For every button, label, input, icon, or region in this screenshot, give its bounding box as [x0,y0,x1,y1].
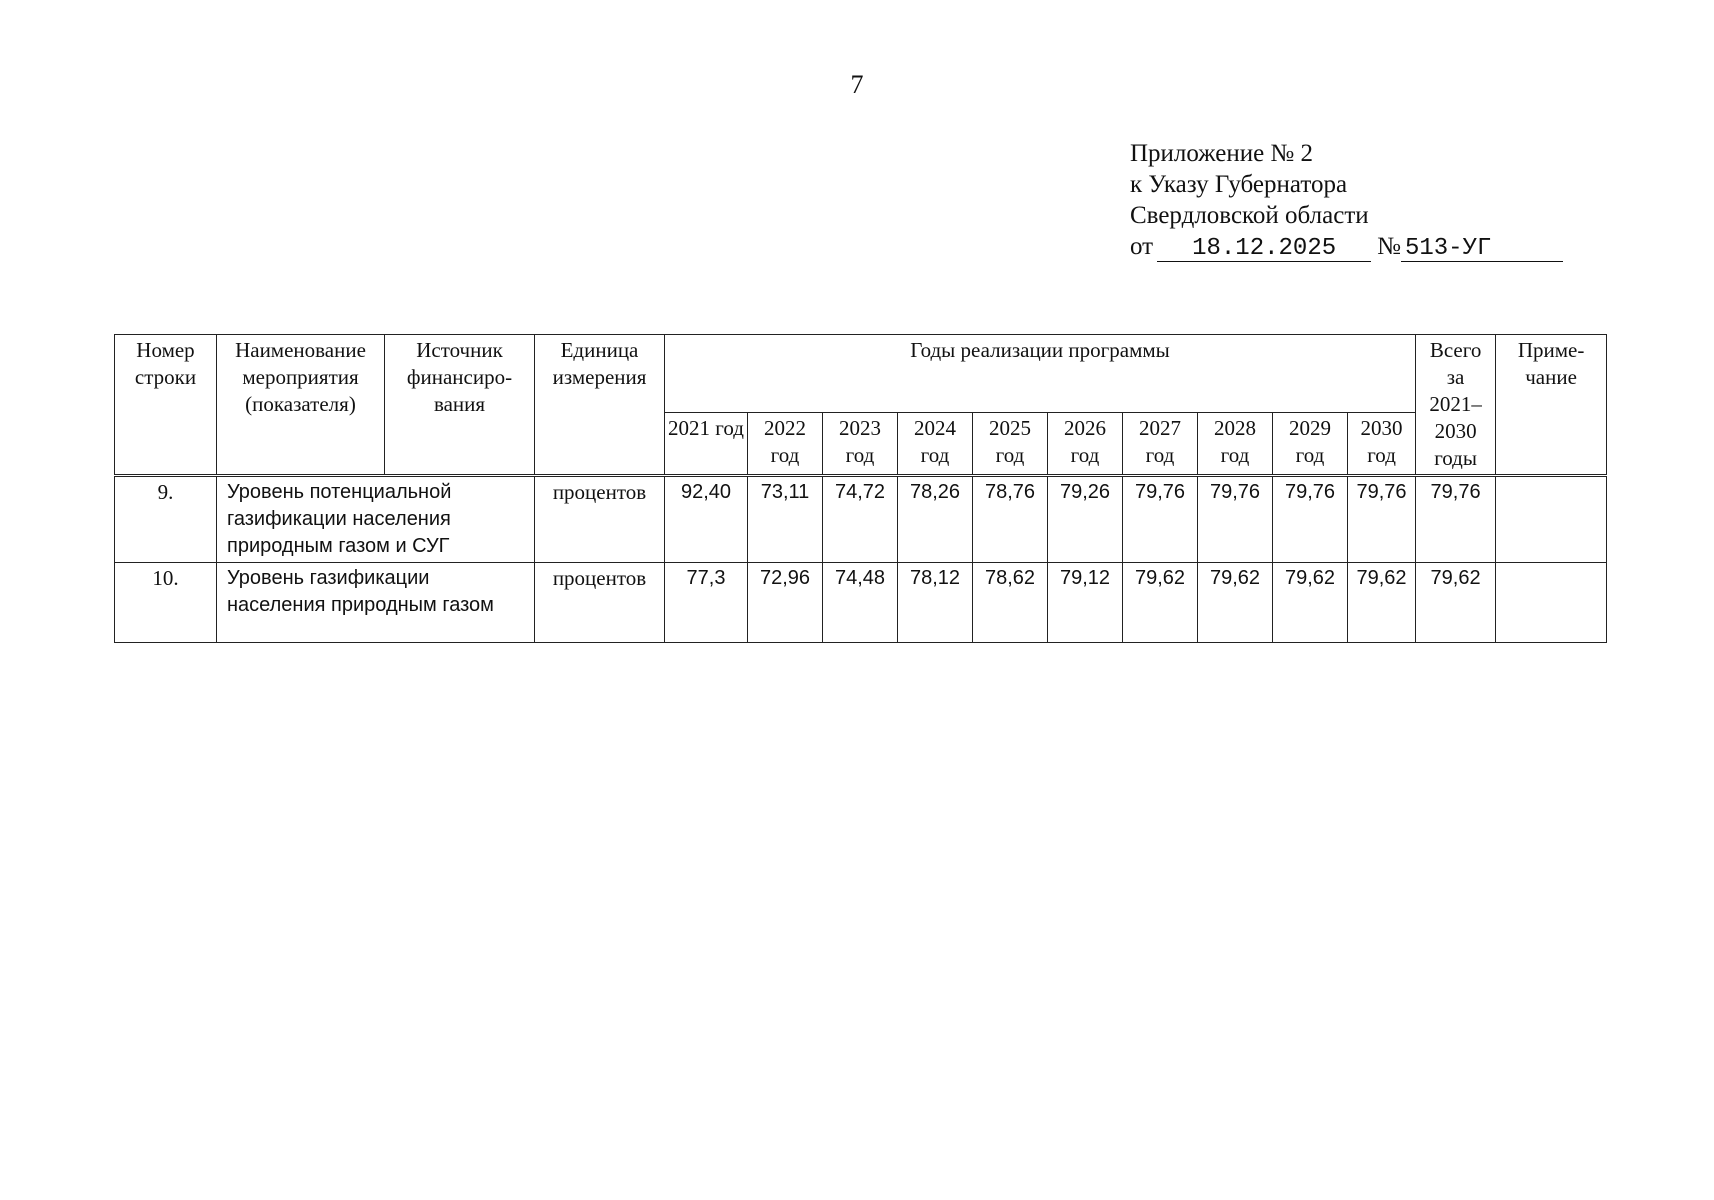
header-source: Источник финансиро-вания [385,335,535,476]
year-value: 79,26 [1048,476,1123,563]
row-number: 9. [115,476,217,563]
year-value: 78,62 [973,563,1048,643]
decree-number: 513-УГ [1401,237,1563,262]
year-value: 78,26 [898,476,973,563]
year-value: 79,76 [1348,476,1416,563]
note-cell [1496,476,1607,563]
header-year: 2024 год [898,412,973,475]
header-year: 2028 год [1198,412,1273,475]
appendix-block [1130,138,1563,262]
year-value: 72,96 [748,563,823,643]
year-value: 79,62 [1123,563,1198,643]
note-cell [1496,563,1607,643]
year-value: 77,3 [665,563,748,643]
header-name: Наименование мероприятия (показателя) [217,335,385,476]
appendix-decree-ref: к Указу Губернатора [1130,171,1348,198]
indicator-name: Уровень потенциальной газификации населения природным газом и СУГ [217,476,535,563]
header-years-group: Годы реализации программы [665,335,1416,413]
year-value: 92,40 [665,476,748,563]
year-value: 79,76 [1198,476,1273,563]
header-year: 2022 год [748,412,823,475]
year-value: 79,62 [1348,563,1416,643]
header-note: Приме-чание [1496,335,1607,476]
year-value: 79,76 [1273,476,1348,563]
number-prefix: № [1377,233,1401,260]
header-year: 2023 год [823,412,898,475]
year-value: 74,48 [823,563,898,643]
date-prefix: от [1130,233,1154,260]
page-number: 7 [850,70,864,99]
year-value: 78,12 [898,563,973,643]
header-row-1 [115,335,1607,413]
indicator-name: Уровень газификации населения природным газом [217,563,535,643]
year-value: 74,72 [823,476,898,563]
year-value: 79,76 [1123,476,1198,563]
total-value: 79,62 [1416,563,1496,643]
year-value: 79,62 [1273,563,1348,643]
year-value: 79,12 [1048,563,1123,643]
header-year: 2027 год [1123,412,1198,475]
header-year: 2030 год [1348,412,1416,475]
total-value: 79,76 [1416,476,1496,563]
header-year: 2025 год [973,412,1048,475]
appendix-date-number-line [1130,231,1563,262]
appendix-region: Свердловской области [1130,202,1369,229]
header-year: 2026 год [1048,412,1123,475]
appendix-title: Приложение № 2 [1130,140,1314,167]
header-row-number: Номер строки [115,335,217,476]
indicator-unit: процентов [535,563,665,643]
table-row [115,476,1607,563]
year-value: 78,76 [973,476,1048,563]
header-total: Всего за 2021–2030 годы [1416,335,1496,476]
program-indicators-table [114,334,1607,643]
header-year: 2029 год [1273,412,1348,475]
indicator-unit: процентов [535,476,665,563]
year-value: 73,11 [748,476,823,563]
header-unit: Единица измерения [535,335,665,476]
header-year: 2021 год [665,412,748,475]
decree-date: 18.12.2025 [1157,237,1371,262]
table-row [115,563,1607,643]
year-value: 79,62 [1198,563,1273,643]
row-number: 10. [115,563,217,643]
